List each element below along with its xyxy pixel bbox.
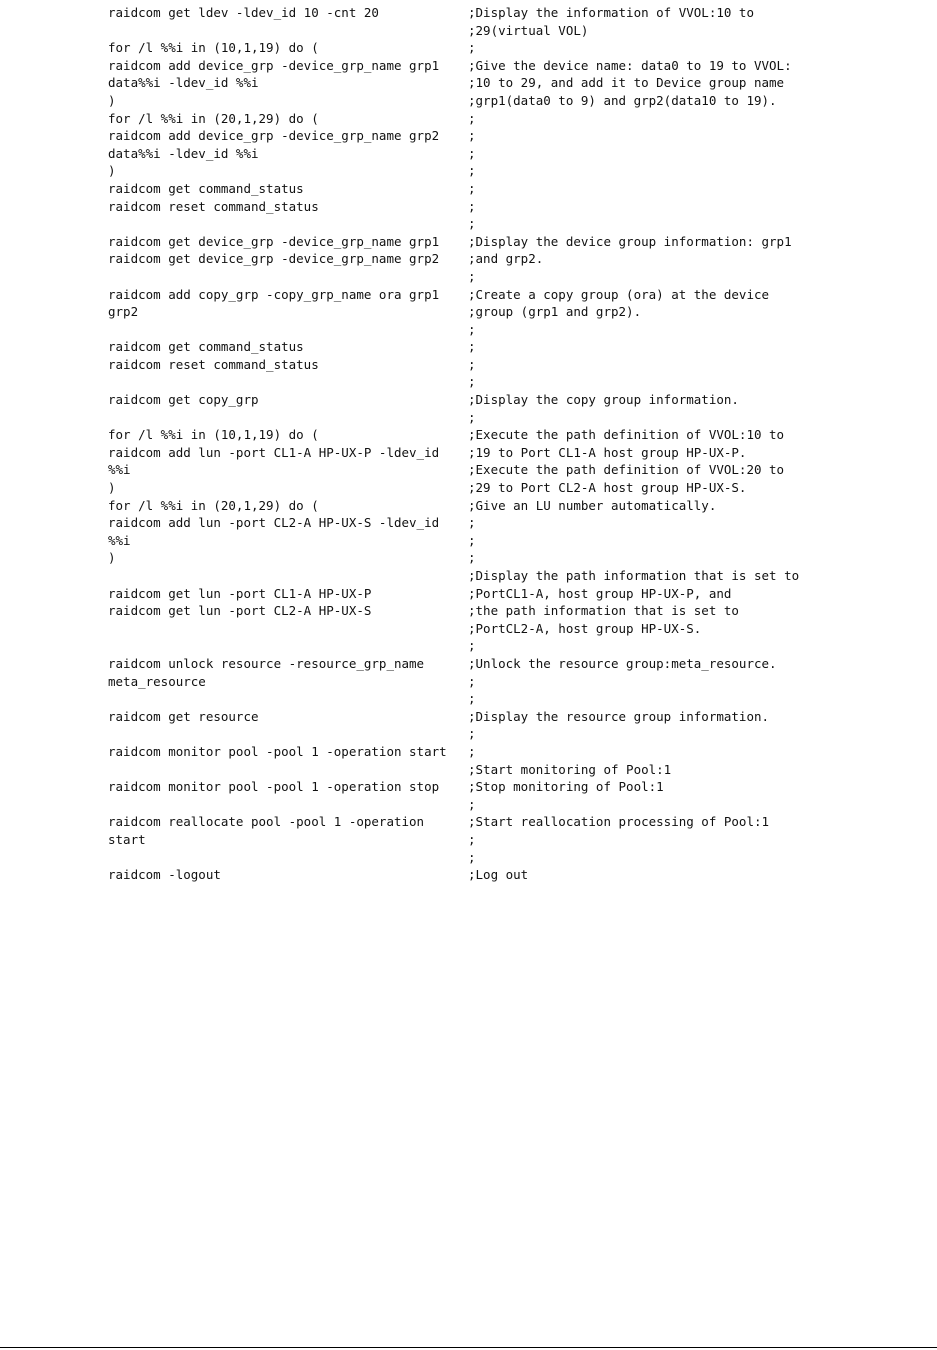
command-text: raidcom unlock resource -resource_grp_name: [108, 655, 425, 671]
command-text: raidcom get command_status: [108, 339, 304, 355]
comment-text: ;: [468, 726, 476, 742]
listing-row: [0, 92, 937, 110]
comment-text: ;Start reallocation processing of Pool:1: [468, 814, 770, 830]
comment-text: ;Execute the path definition of VVOL:20 to: [468, 462, 785, 478]
page-bottom-rule: [0, 1347, 937, 1348]
comment-text: ;10 to 29, and add it to Device group name: [468, 75, 785, 91]
command-text: raidcom add device_grp -device_grp_name grp2: [108, 128, 440, 144]
command-text: raidcom add lun -port CL1-A HP-UX-P -ldev_id: [108, 444, 440, 460]
command-text: [0, 725, 468, 743]
listing-row: [0, 110, 937, 128]
command-text: raidcom get copy_grp: [108, 392, 259, 408]
comment-text: ;the path information that is set to: [468, 603, 739, 619]
command-text: [0, 620, 468, 638]
command-text: data%%i -ldev_id %%i: [108, 75, 259, 91]
listing-row: [0, 426, 937, 444]
command-text: raidcom get lun -port CL2-A HP-UX-S: [108, 603, 372, 619]
listing-row: [0, 497, 937, 515]
command-text: raidcom get ldev -ldev_id 10 -cnt 20: [108, 5, 379, 20]
comment-text: ;Give the device name: data0 to 19 to VVOL:: [468, 57, 792, 73]
command-text: data%%i -ldev_id %%i: [108, 145, 259, 161]
listing-row: [0, 39, 937, 57]
command-text: [0, 849, 468, 867]
command-text: raidcom add lun -port CL2-A HP-UX-S -ldev_id: [108, 515, 440, 531]
comment-text: ;and grp2.: [468, 251, 544, 267]
command-text: [0, 567, 468, 585]
command-text: for /l %%i in (10,1,19) do (: [108, 40, 319, 56]
command-text: raidcom get lun -port CL1-A HP-UX-P: [108, 585, 372, 601]
command-text: %%i: [108, 532, 131, 548]
command-text: [0, 321, 468, 339]
command-listing: [0, 4, 937, 884]
command-text: [0, 22, 468, 40]
comment-text: ;: [468, 339, 476, 355]
comment-text: ;: [468, 40, 476, 56]
command-text: raidcom get device_grp -device_grp_name grp2: [108, 251, 440, 267]
listing-row: [0, 743, 937, 761]
listing-row: [0, 673, 937, 691]
listing-row: [0, 286, 937, 304]
command-text: for /l %%i in (20,1,29) do (: [108, 497, 319, 513]
listing-row: [0, 391, 937, 409]
comment-text: ;: [468, 831, 476, 847]
command-text: raidcom reset command_status: [108, 198, 319, 214]
comment-text: ;: [468, 532, 476, 548]
listing-row: [0, 831, 937, 849]
listing-row: [0, 233, 937, 251]
comment-text: ;grp1(data0 to 9) and grp2(data10 to 19).: [468, 92, 777, 108]
comment-text: ;Create a copy group (ora) at the device: [468, 286, 770, 302]
comment-text: ;Unlock the resource group:meta_resource.: [468, 655, 777, 671]
command-text: [0, 796, 468, 814]
listing-row: [0, 215, 937, 233]
command-text: grp2: [108, 304, 139, 320]
command-text: %%i: [108, 462, 131, 478]
listing-row: [0, 725, 937, 743]
listing-row: [0, 356, 937, 374]
listing-row: [0, 162, 937, 180]
listing-row: [0, 198, 937, 216]
comment-text: ;: [468, 409, 476, 425]
comment-text: ;: [468, 268, 476, 284]
listing-row: [0, 778, 937, 796]
comment-text: ;: [468, 180, 476, 196]
comment-text: ;Display the path information that is set to: [468, 568, 800, 583]
command-text: [0, 690, 468, 708]
command-text: raidcom get command_status: [108, 180, 304, 196]
listing-row: [0, 268, 937, 286]
command-text: start: [108, 831, 146, 847]
comment-text: ;: [468, 515, 476, 531]
listing-row: [0, 690, 937, 708]
listing-row: [0, 761, 937, 779]
listing-row: [0, 338, 937, 356]
command-text: ): [108, 92, 116, 108]
listing-row: [0, 866, 937, 884]
command-text: raidcom -logout: [108, 867, 221, 883]
comment-text: ;19 to Port CL1-A host group HP-UX-P.: [468, 444, 747, 460]
listing-row: [0, 145, 937, 163]
listing-row: [0, 620, 937, 638]
listing-row: [0, 655, 937, 673]
comment-text: ;: [468, 163, 476, 179]
command-text: for /l %%i in (10,1,19) do (: [108, 427, 319, 443]
listing-row: [0, 813, 937, 831]
comment-text: ;group (grp1 and grp2).: [468, 304, 642, 320]
comment-text: ;: [468, 638, 476, 654]
comment-text: ;29(virtual VOL): [468, 22, 589, 38]
command-text: [0, 761, 468, 779]
command-text: raidcom monitor pool -pool 1 -operation start: [108, 743, 447, 759]
comment-text: ;Display the resource group information.: [468, 708, 770, 724]
listing-row: [0, 373, 937, 391]
comment-text: ;: [468, 356, 476, 372]
command-text: [0, 268, 468, 286]
listing-row: [0, 549, 937, 567]
listing-row: [0, 796, 937, 814]
command-text: meta_resource: [108, 673, 206, 689]
command-text: [0, 409, 468, 427]
command-text: raidcom get resource: [108, 708, 259, 724]
command-text: ): [108, 550, 116, 566]
command-text: raidcom reallocate pool -pool 1 -operation: [108, 814, 425, 830]
listing-row: [0, 514, 937, 532]
comment-text: ;Display the device group information: grp1: [468, 233, 792, 249]
command-text: raidcom monitor pool -pool 1 -operation stop: [108, 779, 440, 795]
listing-row: [0, 74, 937, 92]
comment-text: ;: [468, 673, 476, 689]
listing-row: [0, 849, 937, 867]
command-text: ): [108, 163, 116, 179]
listing-row: [0, 4, 937, 22]
listing-row: [0, 57, 937, 75]
listing-row: [0, 444, 937, 462]
command-text: [0, 373, 468, 391]
comment-text: ;29 to Port CL2-A host group HP-UX-S.: [468, 480, 747, 496]
listing-row: [0, 180, 937, 198]
command-text: raidcom get device_grp -device_grp_name grp1: [108, 233, 440, 249]
listing-row: [0, 708, 937, 726]
comment-text: ;: [468, 796, 476, 812]
comment-text: ;: [468, 849, 476, 865]
command-text: raidcom add copy_grp -copy_grp_name ora grp1: [108, 286, 440, 302]
listing-row: [0, 479, 937, 497]
comment-text: ;: [468, 198, 476, 214]
listing-row: [0, 22, 937, 40]
comment-text: ;Display the information of VVOL:10 to: [468, 5, 754, 20]
comment-text: ;Give an LU number automatically.: [468, 497, 717, 513]
listing-row: [0, 567, 937, 585]
comment-text: ;Execute the path definition of VVOL:10 to: [468, 427, 785, 443]
command-text: for /l %%i in (20,1,29) do (: [108, 110, 319, 126]
comment-text: ;: [468, 216, 476, 232]
listing-row: [0, 585, 937, 603]
comment-text: ;: [468, 145, 476, 161]
comment-text: ;PortCL1-A, host group HP-UX-P, and: [468, 585, 732, 601]
comment-text: ;: [468, 321, 476, 337]
comment-text: ;Start monitoring of Pool:1: [468, 761, 672, 777]
comment-text: ;Log out: [468, 867, 529, 883]
listing-row: [0, 409, 937, 427]
comment-text: ;: [468, 691, 476, 707]
listing-row: [0, 250, 937, 268]
comment-text: ;: [468, 374, 476, 390]
comment-text: ;: [468, 743, 476, 759]
listing-row: [0, 303, 937, 321]
comment-text: ;Stop monitoring of Pool:1: [468, 779, 664, 795]
command-text: raidcom add device_grp -device_grp_name grp1: [108, 57, 440, 73]
comment-text: ;: [468, 128, 476, 144]
listing-row: [0, 637, 937, 655]
comment-text: ;Display the copy group information.: [468, 392, 739, 408]
command-text: [0, 215, 468, 233]
comment-text: ;PortCL2-A, host group HP-UX-S.: [468, 620, 702, 636]
listing-row: [0, 532, 937, 550]
comment-text: ;: [468, 110, 476, 126]
listing-row: [0, 321, 937, 339]
comment-text: ;: [468, 550, 476, 566]
command-text: [0, 637, 468, 655]
listing-row: [0, 602, 937, 620]
listing-row: [0, 461, 937, 479]
command-text: ): [108, 480, 116, 496]
listing-row: [0, 127, 937, 145]
command-text: raidcom reset command_status: [108, 356, 319, 372]
